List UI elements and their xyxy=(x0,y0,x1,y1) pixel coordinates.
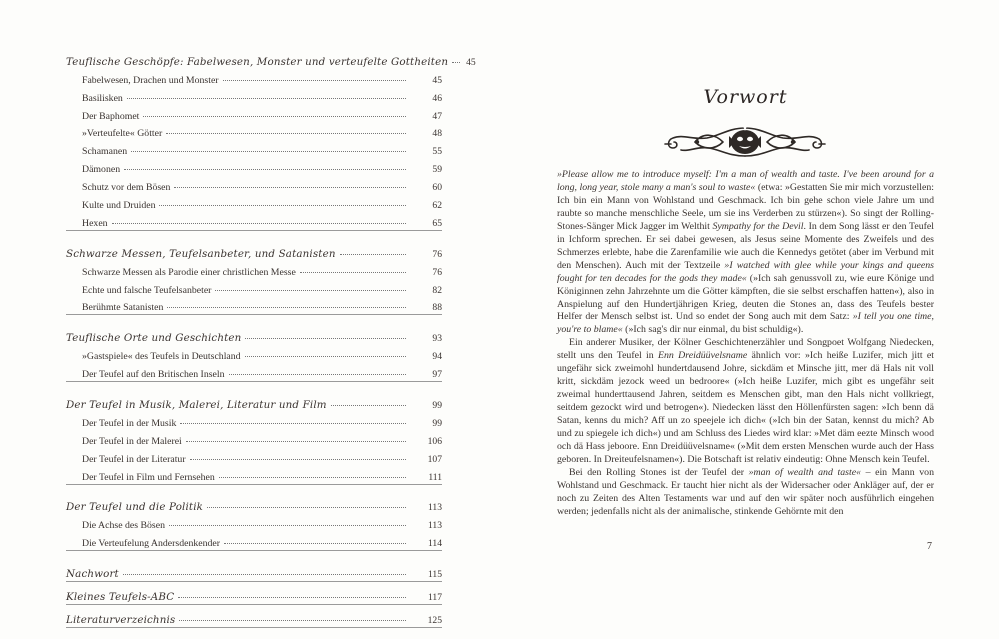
dot-leader xyxy=(340,254,406,255)
toc-subentry[interactable] xyxy=(66,139,442,157)
toc-subentry[interactable] xyxy=(66,362,442,380)
dot-leader xyxy=(131,151,406,152)
toc-page-number: 99 xyxy=(432,400,442,412)
toc-page-number: 97 xyxy=(432,369,442,381)
toc-subentry[interactable] xyxy=(66,296,442,314)
toc-subentry[interactable] xyxy=(66,447,442,465)
toc-entry-title: Die Achse des Bösen xyxy=(82,520,165,532)
toc-entry-title: »Verteufelte« Götter xyxy=(82,128,163,140)
toc-entry-title: Hexen xyxy=(82,217,108,229)
toc-chapter-entry[interactable] xyxy=(66,50,476,68)
toc-chapter-entry[interactable] xyxy=(66,608,442,626)
text-run: – ein Mann von Wohlstand und Geschmack. Er taucht hier nicht als der Widersacher oder Ankläger auf, der er noch zu Zeiten des Alten Testaments war und auf den wir später noch ausführlich eingehen werden; jedenfalls nicht als der animalische, stinkende Gehörnte mit den xyxy=(557,466,934,517)
dot-leader xyxy=(143,116,406,117)
body-paragraph xyxy=(557,467,934,519)
dot-leader xyxy=(215,290,406,291)
toc-subentry[interactable] xyxy=(66,122,442,140)
toc-page-number: 65 xyxy=(432,217,442,229)
dot-leader xyxy=(452,62,460,63)
dot-leader xyxy=(127,98,406,99)
toc-subentry[interactable] xyxy=(66,68,442,86)
table-of-contents xyxy=(66,50,476,639)
toc-entry-title: »Gastspiele« des Teufels in Deutschland xyxy=(82,351,241,363)
toc-entry-title: Dämonen xyxy=(82,164,121,176)
toc-page-number: 111 xyxy=(428,471,442,483)
dot-leader xyxy=(223,80,406,81)
dot-leader xyxy=(229,374,407,375)
page-number: 7 xyxy=(927,541,932,552)
dot-leader xyxy=(159,205,406,206)
toc-entry-title: Kleines Teufels-ABC xyxy=(66,591,175,604)
section-divider xyxy=(66,314,442,315)
toc-entry-title: Basilisken xyxy=(82,92,123,104)
dot-leader xyxy=(112,223,406,224)
toc-subentry[interactable] xyxy=(66,278,442,296)
toc-page-number: 48 xyxy=(432,128,442,140)
toc-entry-title: Die Verteufelung Andersdenkender xyxy=(82,538,221,550)
toc-subentry[interactable] xyxy=(66,193,442,211)
toc-entry-title: Der Teufel und die Politik xyxy=(66,501,204,514)
text-run: Ein anderer Musiker, der Kölner Geschichtenerzähler und Songpoet Wolfgang Niedecken, stellt uns den Teufel in xyxy=(557,337,934,362)
toc-page-number: 76 xyxy=(432,266,442,278)
page-title: Vorwort xyxy=(703,86,788,108)
toc-subentry[interactable] xyxy=(66,465,442,483)
body-paragraph xyxy=(557,169,934,337)
dot-leader xyxy=(178,597,406,598)
toc-page-number: 106 xyxy=(427,435,442,447)
dot-leader xyxy=(167,307,406,308)
dot-leader xyxy=(245,356,406,357)
toc-subentry[interactable] xyxy=(66,211,442,229)
dot-leader xyxy=(166,133,406,134)
toc-section xyxy=(66,326,442,382)
dot-leader xyxy=(300,272,406,273)
italic-text-run: Enn Dreidüüvelsname xyxy=(658,350,748,362)
text-run: (»Ich sah genussvoll zu, wie eure Könige und Königinnen zehn Jahrzehnte um die Götter kämpften, die sie selbst erschaffen hatten«), also in Anspielung auf den Hundertjährigen Krieg, deuten die Stones an, dass des Teufels bester Helfer der Mensch selbst ist. Und so endet der Song auch mit dem Satz: xyxy=(557,272,934,323)
toc-section xyxy=(66,562,442,582)
toc-page-number: 45 xyxy=(466,56,476,68)
toc-subentry[interactable] xyxy=(66,513,442,531)
dot-leader xyxy=(124,169,406,170)
text-run: . In dem Song lässt er den Teufel in Ichform sprechen. Er sei dabei gewesen, als Jesus seine Momente des Zweifels und des Schmerzes erlebte, habe die Zarenfamilie wie auch die Kennedys getötet (aber im Verbund mit den Menschen). Auch mit der Textzeile xyxy=(557,220,934,271)
toc-page-number: 59 xyxy=(432,164,442,176)
section-divider xyxy=(66,604,442,605)
toc-page-number: 88 xyxy=(432,302,442,314)
dot-leader xyxy=(169,525,406,526)
scroll-ornament-icon xyxy=(663,122,827,162)
toc-entry-title: Berühmte Satanisten xyxy=(82,302,164,314)
toc-page-number: 94 xyxy=(432,351,442,363)
italic-text-run: »I tell you one time, you're to blame« xyxy=(557,311,934,336)
toc-page-number: 107 xyxy=(427,453,442,465)
toc-page-number: 60 xyxy=(432,182,442,194)
dot-leader xyxy=(186,441,406,442)
toc-page-number: 47 xyxy=(432,110,442,122)
toc-subentry[interactable] xyxy=(66,86,442,104)
italic-text-run: »I watched with glee while your kings and queens fought for ten decades for the gods they made« xyxy=(557,259,934,284)
dot-leader xyxy=(219,477,406,478)
toc-chapter-entry[interactable] xyxy=(66,562,442,580)
toc-page-number: 117 xyxy=(427,592,442,604)
italic-text-run: Sympathy for the Devil xyxy=(712,220,804,232)
toc-entry-title: Der Teufel in Film und Fernsehen xyxy=(82,471,215,483)
toc-entry-title: Schutz vor dem Bösen xyxy=(82,182,171,194)
toc-section xyxy=(66,50,476,231)
toc-page-number: 55 xyxy=(432,146,442,158)
toc-entry-title: Der Baphomet xyxy=(82,110,140,122)
toc-chapter-entry[interactable] xyxy=(66,393,442,411)
toc-subentry[interactable] xyxy=(66,429,442,447)
dot-leader xyxy=(179,620,406,621)
toc-subentry[interactable] xyxy=(66,344,442,362)
toc-entry-title: Schwarze Messen, Teufelsanbeter, und Satanisten xyxy=(66,247,336,260)
toc-section xyxy=(66,585,442,605)
toc-section xyxy=(66,393,442,484)
dot-leader xyxy=(245,338,406,339)
italic-text-run: »man of wealth and taste« xyxy=(748,466,861,478)
toc-entry-title: Der Teufel in der Musik xyxy=(82,417,177,429)
toc-entry-title: Literaturverzeichnis xyxy=(66,613,176,626)
dot-leader xyxy=(224,543,406,544)
dot-leader xyxy=(174,187,406,188)
toc-chapter-entry[interactable] xyxy=(66,496,442,514)
toc-entry-title: Echte und falsche Teufelsanbeter xyxy=(82,284,212,296)
toc-page-number: 93 xyxy=(432,333,442,345)
toc-page-number: 45 xyxy=(432,74,442,86)
toc-entry-title: Teuflische Geschöpfe: Fabelwesen, Monster und verteufelte Gottheiten xyxy=(66,55,449,68)
toc-entry-title: Schamanen xyxy=(82,146,128,158)
toc-entry-title: Nachwort xyxy=(66,568,119,581)
right-page xyxy=(557,0,934,600)
toc-subentry[interactable] xyxy=(66,531,442,549)
toc-page-number: 62 xyxy=(432,200,442,212)
toc-chapter-entry[interactable] xyxy=(66,585,442,603)
text-run: (»Ich sag's dir nur einmal, du bist schuldig«). xyxy=(622,324,804,336)
toc-page-number: 115 xyxy=(427,569,442,581)
toc-entry-title: Der Teufel in Musik, Malerei, Literatur und Film xyxy=(66,399,327,412)
toc-entry-title: Der Teufel in der Literatur xyxy=(82,453,186,465)
toc-subentry[interactable] xyxy=(66,260,442,278)
toc-page-number: 113 xyxy=(427,520,442,532)
dot-leader xyxy=(180,423,406,424)
toc-section xyxy=(66,496,442,552)
body-text xyxy=(557,169,934,519)
toc-section xyxy=(66,608,442,628)
dot-leader xyxy=(331,405,406,406)
toc-subentry[interactable] xyxy=(66,157,442,175)
toc-entry-title: Der Teufel auf den Britischen Inseln xyxy=(82,369,225,381)
dot-leader xyxy=(190,459,406,460)
italic-text-run: »Please allow me to introduce myself: I'm a man of wealth and taste. I've been around for a long, long year, stole many a man's soul to waste« xyxy=(557,169,934,193)
body-paragraph xyxy=(557,337,934,467)
toc-page-number: 46 xyxy=(432,92,442,104)
section-divider xyxy=(66,230,442,231)
toc-page-number: 76 xyxy=(432,248,442,260)
dot-leader xyxy=(207,507,406,508)
section-divider xyxy=(66,484,442,485)
section-divider xyxy=(66,627,442,628)
toc-subentry[interactable] xyxy=(66,411,442,429)
toc-section xyxy=(66,242,442,316)
dot-leader xyxy=(123,574,406,575)
section-divider xyxy=(66,381,442,382)
text-run: ähnlich vor: »Ich heiße Luzifer, mich jitt et ungefähr sick zweimohl hundertdausend Johre, sickdäm et Minsche jitt, mer dä Hals nit voll kritt, sickdäm jezock weed un bedroore« (»Ich heiße Luzifer, mich gibt es ungefähr seit zweimal hunderttausend Jahren, seitdem es Menschen gibt, man den Hals nicht vollkriegt, seitdem gezockt wird und betrogen«). Niedecken lässt den Höllenfürsten sagen: »Ich benn dä Satan, kenns du mich? Aff un zo speejele ich dich« (»Ich bin der Satan, kennst du mich? Ab und zu spiegele ich dich«) und am Schluss des Liedes wird klar: »Met däm eezte Minsch wood och dä Hass jeboore. Enn Dreidüüvelsname« (»Mit dem ersten Menschen wurde auch der Hass geboren. In Dreiteufelsnamen«). Die Botschaft ist relativ eindeutig: Ohne Mensch kein Teufel. xyxy=(557,350,935,465)
toc-page-number: 114 xyxy=(427,538,442,550)
toc-entry-title: Kulte und Druiden xyxy=(82,200,156,212)
toc-entry-title: Teuflische Orte und Geschichten xyxy=(66,332,242,345)
toc-chapter-entry[interactable] xyxy=(66,326,442,344)
toc-page-number: 125 xyxy=(427,614,442,626)
text-run: (etwa: »Gestatten Sie mir mich vorzustellen: Ich bin ein Mann von Wohlstand und Geschmack. Ich bin gehe schon viele Jahre um und raubte so manche menschliche Seele, um sie ins Verderben zu stürzen«). So singt der Rolling-Stones-Sänger Mick Jagger im Welthit xyxy=(557,181,935,232)
toc-subentry[interactable] xyxy=(66,175,442,193)
toc-page-number: 99 xyxy=(432,417,442,429)
toc-chapter-entry[interactable] xyxy=(66,242,442,260)
toc-page-number: 113 xyxy=(427,502,442,514)
section-divider xyxy=(66,550,442,551)
toc-entry-title: Der Teufel in der Malerei xyxy=(82,435,182,447)
section-divider xyxy=(66,581,442,582)
toc-entry-title: Schwarze Messen als Parodie einer christlichen Messe xyxy=(82,266,296,278)
text-run: Bei den Rolling Stones ist der Teufel der xyxy=(569,466,749,478)
toc-subentry[interactable] xyxy=(66,104,442,122)
toc-page-number: 82 xyxy=(432,284,442,296)
toc-entry-title: Fabelwesen, Drachen und Monster xyxy=(82,74,219,86)
